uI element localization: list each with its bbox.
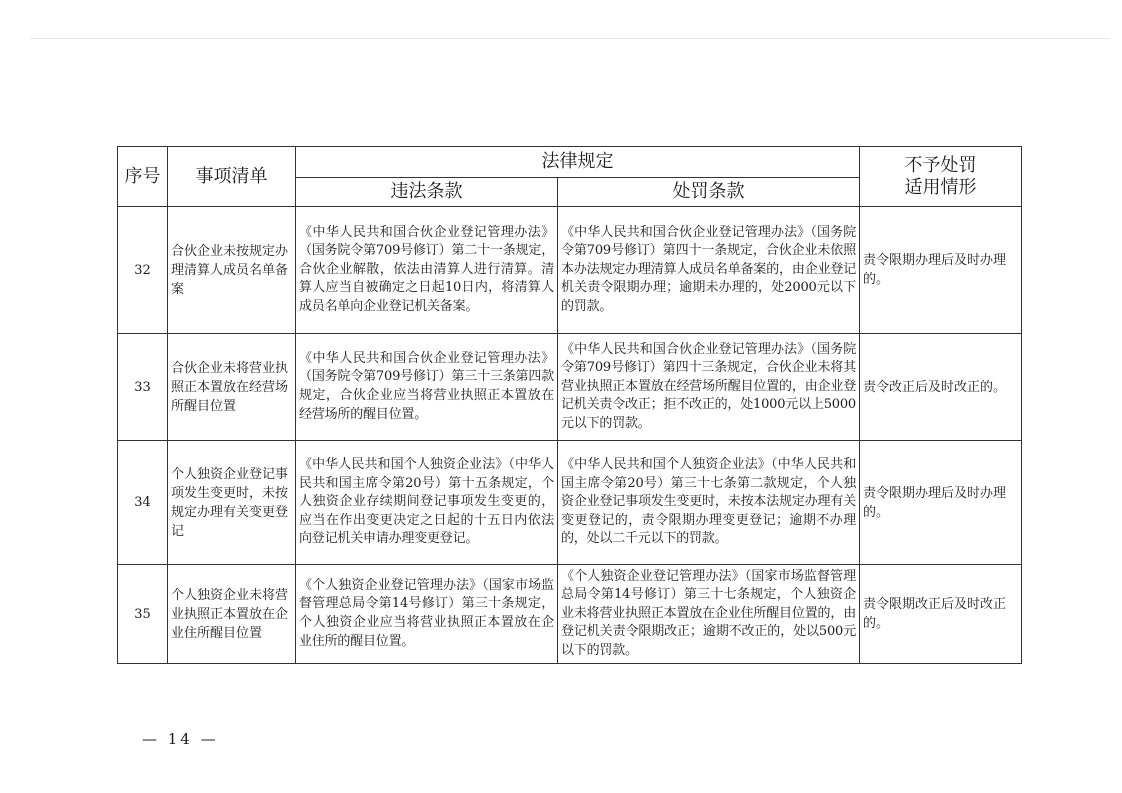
row-seq: 35 [118,565,168,664]
row-penalty: 《中华人民共和国合伙企业登记管理办法》（国务院令第709号修订）第四十一条规定，合伙企业未依照本办法规定办理清算人成员名单备案的，由企业登记机关责令限期办理；逾期未办理的，处2000元以下的罚款。 [558,207,860,334]
penalty-exemption-table [117,146,1022,664]
row-seq: 34 [118,441,168,565]
scan-artifact-line [30,38,1110,39]
row-item: 合伙企业未按规定办理清算人成员名单备案 [168,207,296,334]
row-seq: 33 [118,334,168,441]
row-exempt: 责令限期办理后及时办理的。 [860,207,1022,334]
row-exempt: 责令改正后及时改正的。 [860,334,1022,441]
row-penalty: 《个人独资企业登记管理办法》（国家市场监督管理总局令第14号修订）第三十七条规定，个人独资企业未将营业执照正本置放在企业住所醒目位置的，由登记机关责令限期改正；逾期不改正的，处以500元以下的罚款。 [558,565,860,664]
row-item: 个人独资企业登记事项发生变更时，未按规定办理有关变更登记 [168,441,296,565]
header-seq: 序号 [118,147,168,207]
row-exempt: 责令限期改正后及时改正的。 [860,565,1022,664]
table-row [118,441,1022,565]
page-number: — 14 — [142,730,219,748]
row-violation: 《中华人民共和国个人独资企业法》（中华人民共和国主席令第20号）第十五条规定，个人独资企业存续期间登记事项发生变更的，应当在作出变更决定之日起的十五日内依法向登记机关申请办理变更登记。 [296,441,558,565]
row-violation: 《中华人民共和国合伙企业登记管理办法》（国务院令第709号修订）第二十一条规定，合伙企业解散，依法由清算人进行清算。清算人应当自被确定之日起10日内，将清算人成员名单向企业登记机关备案。 [296,207,558,334]
row-penalty: 《中华人民共和国合伙企业登记管理办法》（国务院令第709号修订）第四十三条规定，合伙企业未将其营业执照正本置放在经营场所醒目位置的，由企业登记机关责令改正；拒不改正的，处1000元以上5000元以下的罚款。 [558,334,860,441]
header-exempt: 不予处罚 适用情形 [860,147,1022,207]
table-row [118,334,1022,441]
row-violation: 《中华人民共和国合伙企业登记管理办法》（国务院令第709号修订）第三十三条第四款规定，合伙企业应当将营业执照正本置放在经营场所的醒目位置。 [296,334,558,441]
header-legal: 法律规定 [296,147,860,178]
table-row [118,207,1022,334]
row-item: 个人独资企业未将营业执照正本置放在企业住所醒目位置 [168,565,296,664]
table-row [118,565,1022,664]
row-penalty: 《中华人民共和国个人独资企业法》（中华人民共和国主席令第20号）第三十七条第二款规定，个人独资企业登记事项发生变更时，未按本法规定办理有关变更登记的，责令限期办理变更登记；逾期不办理的，处以二千元以下的罚款。 [558,441,860,565]
row-item: 合伙企业未将营业执照正本置放在经营场所醒目位置 [168,334,296,441]
row-violation: 《个人独资企业登记管理办法》（国家市场监督管理总局令第14号修订）第三十条规定，个人独资企业应当将营业执照正本置放在企业住所的醒目位置。 [296,565,558,664]
row-exempt: 责令限期办理后及时办理的。 [860,441,1022,565]
header-items: 事项清单 [168,147,296,207]
header-violation: 违法条款 [296,178,558,207]
row-seq: 32 [118,207,168,334]
header-penalty: 处罚条款 [558,178,860,207]
